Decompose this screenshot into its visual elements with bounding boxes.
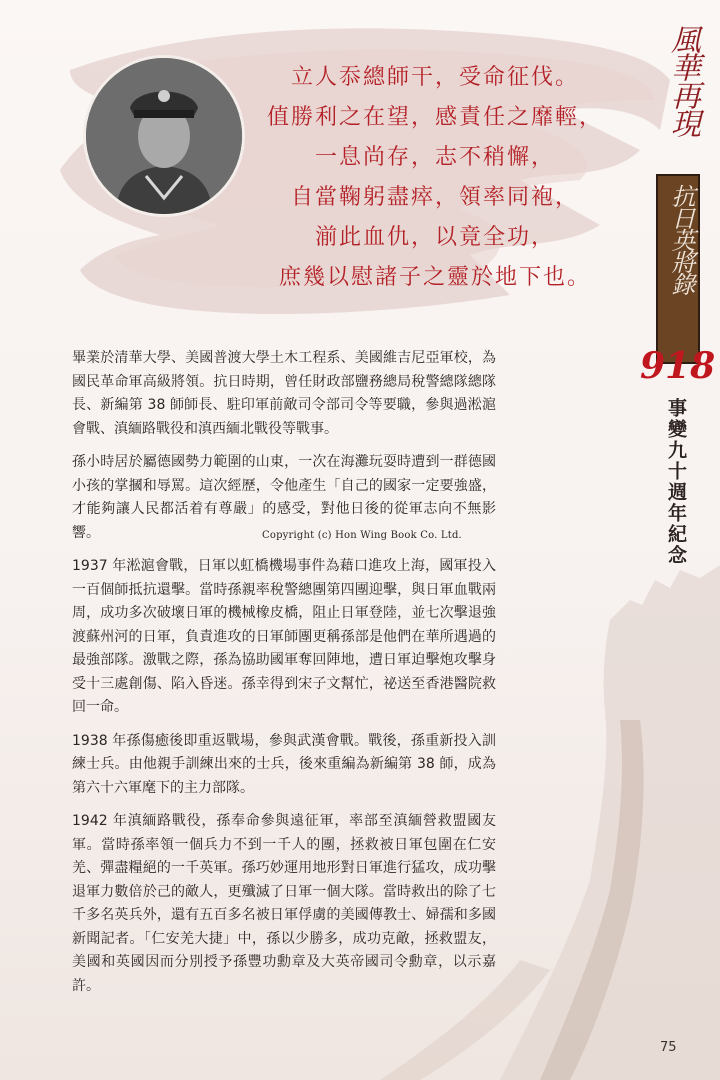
paragraph: 1942 年滇緬路戰役，孫奉命參與遠征軍，率部至滇緬營救盟國友軍。當時孫率領一個兵力不到一千人的團，拯救被日軍包圍在仁安羌、彈盡糧絕的一千英軍。孫巧妙運用地形對日軍進行猛攻，成功擊退軍力數倍於己的敵人，更殲滅了日軍一個大隊。當時救出的除了七千多名英兵外，還有五百多名被日軍俘虜的美國傳教士、婦孺和多國新聞記者。「仁安羌大捷」中，孫以少勝多，成功克敵，拯救盟友，美國和英國因而分別授予孫豐功勳章及大英帝國司令勳章，以示嘉許。 (72, 813, 496, 994)
series-calligraphy: 風華再現 (665, 24, 700, 136)
series-title-box (656, 174, 700, 364)
poem-line: 湔此血仇，以竟全功， (314, 225, 555, 250)
paragraph: 畢業於清華大學、美國普渡大學土木工程系、美國維吉尼亞軍校，為國民革命軍高級將領。抗日時期，曾任財政部鹽務總局稅警總隊總隊長、新編第 38 師師長、駐印軍前敵司令部司令等要職，參與過淞滬會戰、滇緬路戰役和滇西緬北戰役等戰事。 (72, 350, 496, 437)
anniversary-label: 事變九十週年紀念 (665, 398, 687, 566)
portrait-photo (86, 58, 242, 214)
side-title (650, 24, 710, 334)
poem-quote (240, 58, 630, 298)
paragraph: 1937 年淞滬會戰，日軍以虹橋機場事件為藉口進攻上海，國軍投入一百個師抵抗還擊。當時孫親率稅警總團第四團迎擊，與日軍血戰兩周，成功多次破壞日軍的機械橡皮橋，阻止日軍登陸，並七次擊退強渡蘇州河的日軍，負責進攻的日軍師團更稱孫部是他們在華所遇過的最強部隊。激戰之際，孫為協助國軍奪回陣地，遭日軍迫擊炮攻擊身受十三處創傷、陷入昏迷。孫幸得到宋子文幫忙，祕送至香港醫院救回一命。 (72, 558, 496, 715)
poem-line: 自當鞠躬盡瘁，領率同袍， (290, 185, 579, 210)
article-body (72, 347, 496, 1008)
paragraph: 孫小時居於屬德國勢力範圍的山東，一次在海灘玩耍時遭到一群德國小孩的掌摑和辱罵。這次經歷，令他產生「自己的國家一定要強盛，才能夠讓人民都活着有尊嚴」的感受，對他日後的從軍志向不無影響。 (72, 454, 496, 541)
portrait-figure (86, 58, 242, 214)
paragraph: 1938 年孫傷癒後即重返戰場，參與武漢會戰。戰後，孫重新投入訓練士兵。由他親手訓練出來的士兵，後來重編為新編第 38 師，成為第六十六軍麾下的主力部隊。 (72, 732, 496, 796)
badge-918: 918 (640, 345, 716, 387)
poem-line: 立人忝總師干，受命征伐。 (290, 65, 579, 90)
poem-line: 一息尚存，志不稍懈， (314, 145, 555, 170)
poem-line: 庶幾以慰諸子之靈於地下也。 (278, 265, 591, 290)
poem-line: 值勝利之在望，感責任之靡輕， (266, 105, 603, 130)
series-title-label: 抗日英將錄 (667, 184, 695, 294)
copyright-notice: Copyright (c) Hon Wing Book Co. Ltd. (262, 530, 462, 541)
page-number: 75 (660, 1040, 677, 1055)
